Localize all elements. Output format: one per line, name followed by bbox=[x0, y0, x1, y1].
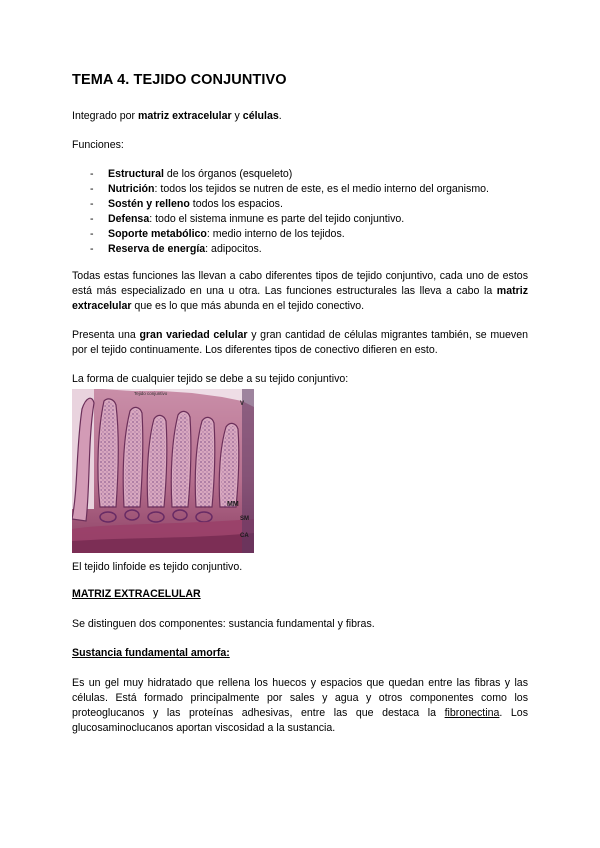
paragraph-forma-tejido: La forma de cualquier tejido se debe a su tejido conjuntivo: bbox=[72, 373, 349, 385]
section-heading-matriz: MATRIZ EXTRACELULAR bbox=[72, 588, 201, 600]
list-item: - Nutrición: todos los tejidos se nutren de este, es el medio interno del organismo. bbox=[90, 183, 489, 195]
subheading-sustancia-fundamental: Sustancia fundamental amorfa: bbox=[72, 647, 230, 659]
function-description: : todos los tejidos se nutren de este, es el medio interno del organismo. bbox=[154, 183, 489, 195]
label-tejido-conjuntivo: Tejido conjuntivo bbox=[134, 391, 168, 396]
term-fibronectina: fibronectina bbox=[444, 707, 500, 719]
intro-bold-celulas: células bbox=[242, 110, 279, 122]
list-item: - Soporte metabólico: medio interno de los tejidos. bbox=[90, 228, 345, 240]
intro-text-after: . bbox=[278, 110, 282, 122]
label-v: V bbox=[240, 401, 245, 407]
image-caption: El tejido linfoide es tejido conjuntivo. bbox=[72, 561, 243, 573]
function-description: : adipocitos. bbox=[205, 243, 262, 255]
intro-paragraph bbox=[72, 109, 528, 124]
intro-text-before: Integrado por bbox=[72, 110, 138, 122]
page-title: TEMA 4. TEJIDO CONJUNTIVO bbox=[72, 72, 287, 88]
function-description: : medio interno de los tejidos. bbox=[206, 228, 345, 240]
bold-gran-variedad-celular: gran variedad celular bbox=[139, 329, 248, 341]
funciones-label: Funciones: bbox=[72, 139, 124, 151]
bold-matriz-extracelular: matriz extracelular bbox=[72, 285, 528, 312]
paragraph-componentes: Se distinguen dos componentes: sustancia fundamental y fibras. bbox=[72, 618, 375, 630]
function-name: Nutrición bbox=[108, 183, 155, 195]
function-name: Defensa bbox=[108, 213, 150, 225]
functions-list bbox=[72, 167, 512, 257]
paragraph-funciones: Todas estas funciones las llevan a cabo diferentes tipos de tejido conjuntivo, cada uno de estos está más especializado en una u otra. Las funciones estructurales las lleva a cabo la matriz extracelular que es lo que más abunda en el tejido conectivo. bbox=[72, 270, 528, 312]
function-description: todos los espacios. bbox=[189, 198, 283, 210]
function-name: Reserva de energía bbox=[108, 243, 206, 255]
label-mm: MM bbox=[227, 501, 239, 508]
intro-bold-matriz: matriz extracelular bbox=[137, 110, 232, 122]
label-sm: SM bbox=[240, 516, 249, 522]
histology-micrograph bbox=[72, 389, 254, 553]
paragraph-sustancia: Es un gel muy hidratado que rellena los huecos y espacios que quedan entre las fibras y las células. Está formado principalmente por sales y agua y otros componentes como los proteoglucanos y las proteínas adhesivas, entre las que destaca la fibronectina. Los glucosaminoclucanos aportan viscosidad a la sustancia. bbox=[72, 677, 528, 734]
list-item: - Defensa: todo el sistema inmune es parte del tejido conjuntivo. bbox=[90, 213, 405, 225]
list-item: - Estructural de los órganos (esqueleto) bbox=[90, 168, 293, 180]
function-name: Sostén y relleno bbox=[108, 198, 190, 210]
list-item: - Sostén y relleno todos los espacios. bbox=[90, 198, 283, 210]
paragraph-variedad-celular: Presenta una gran variedad celular y gran cantidad de células migrantes también, se mueven por el tejido continuamente. Los diferentes tipos de conectivo difieren en esto. bbox=[72, 329, 529, 356]
function-name: Estructural bbox=[108, 168, 164, 180]
function-name: Soporte metabólico bbox=[108, 228, 207, 240]
list-item: - Reserva de energía: adipocitos. bbox=[90, 243, 262, 255]
function-description: de los órganos (esqueleto) bbox=[163, 168, 293, 180]
function-description: : todo el sistema inmune es parte del tejido conjuntivo. bbox=[149, 213, 405, 225]
intro-text-middle: y bbox=[231, 110, 243, 122]
label-ca: CA bbox=[240, 533, 249, 539]
